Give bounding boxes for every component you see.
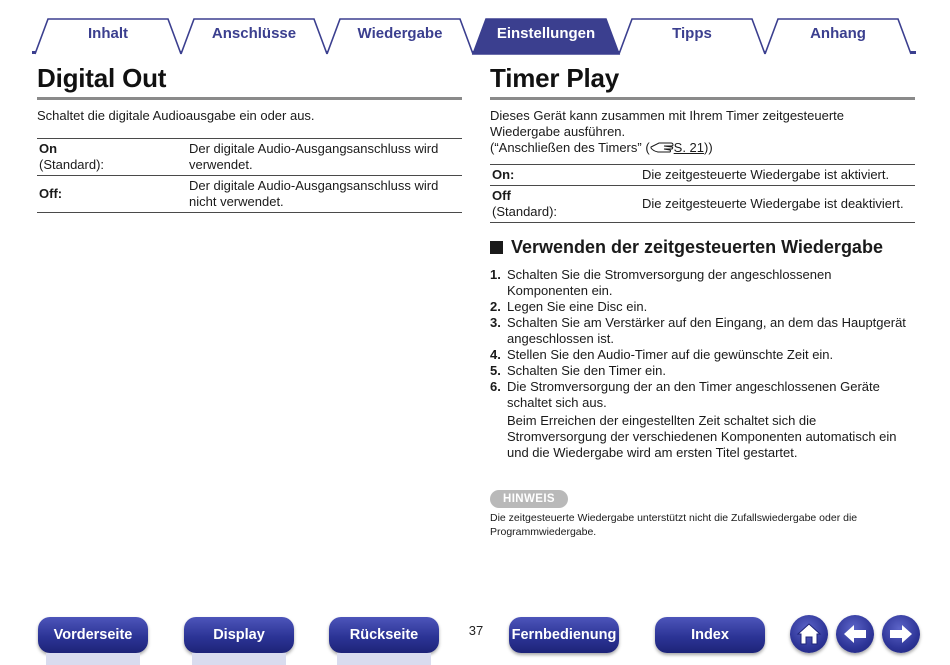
home-button[interactable] [790, 615, 828, 653]
tab-anhang[interactable] [764, 18, 912, 54]
step-text: Legen Sie eine Disc ein. [507, 299, 648, 314]
step-text: Schalten Sie den Timer ein. [507, 363, 666, 378]
intro-text [490, 108, 915, 156]
list-item [490, 299, 915, 315]
option-key: On [39, 141, 58, 156]
option-key-sub: (Standard): [492, 204, 558, 219]
tab-wiedergabe[interactable] [326, 18, 474, 54]
arrow-left-icon [841, 620, 869, 648]
step-number: 1. [490, 267, 501, 282]
button-tab-foot [337, 653, 431, 665]
list-item [490, 315, 915, 347]
intro-sentence: Dieses Gerät kann zusammen mit Ihrem Timer zeitgesteuerte Wiedergabe ausführen. [490, 108, 845, 139]
back-button[interactable] [836, 615, 874, 653]
ref-prefix: (“Anschließen des Timers” ( [490, 140, 650, 155]
button-tab-foot [46, 653, 140, 665]
step-text: Schalten Sie die Stromversorgung der angeschlossenen Komponenten ein. [507, 267, 832, 298]
options-table [37, 138, 462, 213]
button-tab-foot [192, 653, 286, 665]
step-number: 4. [490, 347, 501, 362]
tab-label: Anschlüsse [211, 24, 297, 42]
options-table [490, 164, 915, 223]
intro-text: Schaltet die digitale Audioausgabe ein oder aus. [37, 108, 315, 123]
rueckseite-button[interactable] [329, 617, 439, 653]
option-key-sub: (Standard): [39, 157, 105, 172]
list-item [490, 347, 915, 363]
square-bullet-icon [490, 241, 503, 254]
cross-reference [490, 140, 915, 156]
digital-out-section [37, 62, 462, 213]
title-divider [37, 97, 462, 100]
page-number: 37 [468, 623, 484, 638]
section-heading-text: Verwenden der zeitgesteuerten Wiedergabe [511, 237, 883, 257]
display-button[interactable] [184, 617, 294, 653]
list-item [490, 363, 915, 379]
title-divider [490, 97, 915, 100]
list-item [490, 379, 915, 411]
step-text: Die Stromversorgung der an den Timer angeschlossenen Geräte schaltet sich aus. [507, 379, 880, 410]
index-button[interactable] [655, 617, 765, 653]
option-key-cell [37, 176, 187, 213]
button-label: Fernbedienung [511, 627, 617, 643]
tab-label: Wiedergabe [357, 24, 443, 42]
step-number: 6. [490, 379, 501, 394]
option-desc: Die zeitgesteuerte Wiedergabe ist aktiviert. [642, 167, 890, 182]
forward-button[interactable] [882, 615, 920, 653]
tab-einstellungen[interactable] [472, 18, 620, 54]
timer-play-section [490, 62, 915, 539]
option-desc: Die zeitgesteuerte Wiedergabe ist deaktiviert. [642, 196, 904, 211]
option-key-cell [490, 186, 640, 223]
option-key: Off: [39, 186, 63, 201]
arrow-right-icon [887, 620, 915, 648]
ref-suffix: )) [704, 140, 713, 155]
option-key-cell [37, 139, 187, 176]
chapter-tab-bar [32, 14, 916, 54]
option-key: Off [492, 188, 511, 203]
tab-label: Inhalt [88, 24, 128, 42]
step-number: 5. [490, 363, 501, 378]
pointing-hand-icon [650, 141, 674, 153]
hinweis-text: Die zeitgesteuerte Wiedergabe unterstützt nicht die Zufallswiedergabe oder die Programmwiedergabe. [490, 512, 858, 538]
step-number: 2. [490, 299, 501, 314]
home-icon [795, 620, 823, 648]
option-key: On: [492, 167, 515, 182]
table-row [490, 186, 915, 223]
hinweis-badge: HINWEIS [490, 490, 568, 508]
table-row [37, 176, 462, 213]
page-title: Timer Play [490, 63, 620, 93]
tab-anschluesse[interactable] [180, 18, 328, 54]
page-title: Digital Out [37, 63, 167, 93]
step-note: Beim Erreichen der eingestellten Zeit schaltet sich die Stromversorgung der verschiedenen Komponenten automatisch ein und die Wiedergabe wird am ersten Titel gestartet. [507, 413, 897, 460]
step-number: 3. [490, 315, 501, 330]
tab-label: Tipps [672, 24, 712, 42]
tab-label: Einstellungen [496, 24, 596, 42]
button-label: Vorderseite [53, 627, 133, 643]
list-item [490, 267, 915, 299]
tab-inhalt[interactable] [34, 18, 182, 54]
button-label: Index [691, 627, 729, 643]
button-label: Display [213, 627, 265, 643]
page-reference-link[interactable]: S. 21 [673, 140, 705, 155]
step-text: Stellen Sie den Audio-Timer auf die gewünschte Zeit ein. [507, 347, 834, 362]
tab-tipps[interactable] [618, 18, 766, 54]
vorderseite-button[interactable] [38, 617, 148, 653]
steps-list [490, 267, 915, 411]
table-row [490, 165, 915, 186]
table-row [37, 139, 462, 176]
fernbedienung-button[interactable] [509, 617, 619, 653]
step-text: Schalten Sie am Verstärker auf den Eingang, an dem das Hauptgerät angeschlossen ist. [507, 315, 906, 346]
tab-label: Anhang [810, 24, 866, 42]
option-desc: Der digitale Audio-Ausgangsanschluss wird verwendet. [189, 141, 439, 172]
option-key-cell [490, 165, 640, 186]
button-label: Rückseite [349, 627, 419, 643]
section-heading [490, 237, 915, 258]
option-desc: Der digitale Audio-Ausgangsanschluss wird nicht verwendet. [189, 178, 439, 209]
